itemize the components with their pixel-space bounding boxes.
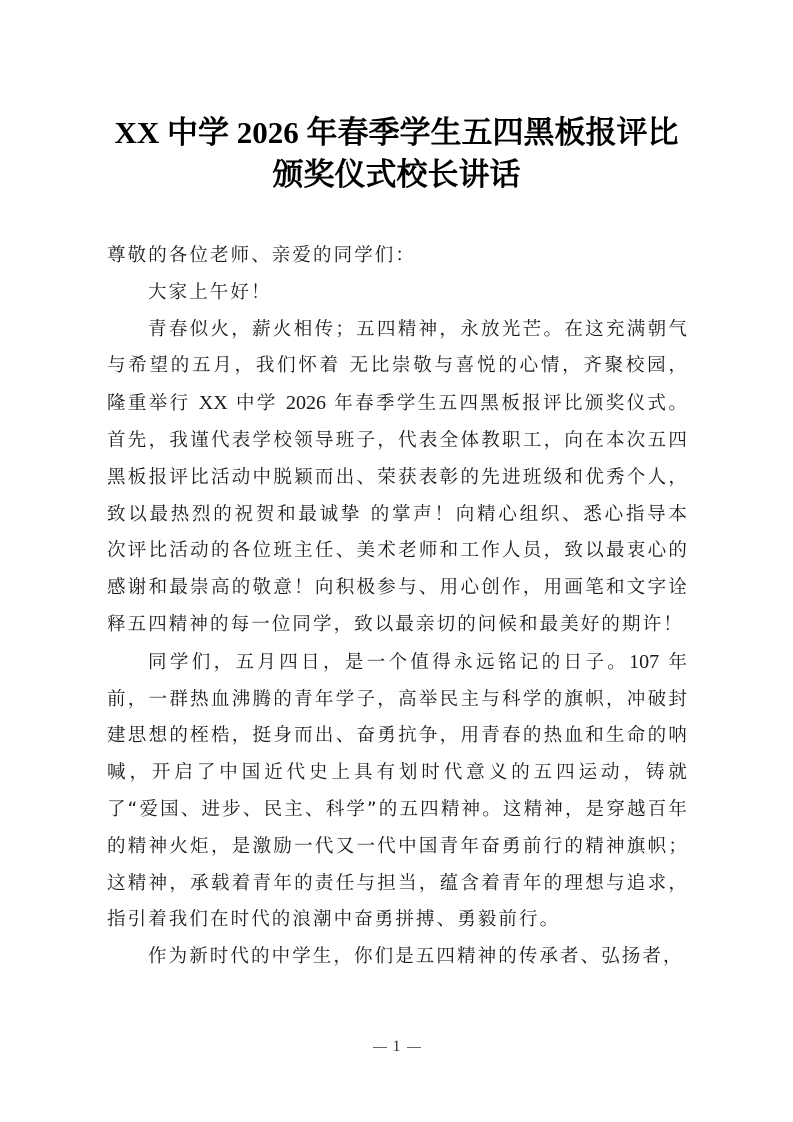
paragraph-students: 作为新时代的中学生，你们是五四精神的传承者、弘扬者， xyxy=(148,946,684,968)
paragraph-text: 同学们，五月四日，是一个值得永远铭记的日子。 xyxy=(148,651,630,673)
year-inline: 2026 xyxy=(285,392,326,415)
title-year: 2026 xyxy=(236,115,299,150)
dash-left xyxy=(373,1047,387,1048)
dash-right xyxy=(407,1047,421,1048)
title-line-2: 颁奖仪式校长讲话 xyxy=(272,157,521,192)
title-school-suffix: 中学 xyxy=(159,115,237,150)
paragraph-text: 青春似火，薪火相传；五四精神，永放光芒。在这充满朝气与希望的五月，我们怀着 无比崇敬与喜悦的心情，齐聚校园，隆重举行 xyxy=(107,318,689,415)
paragraph-text: 年前，一群热血沸腾的青年学子，高举民主与科学的旗帜，冲破封建思想的桎梏，挺身而出、奋勇抗争，用青春的热血和生命的呐喊，开启了中国近代史上具有划时代意义的五四运动，铸就了“爱国、进步、民主、科学”的五四精神。这精神，是穿越百年的精神火炬，是激励一代又一代中国青年奋勇前行的精神旗帜；这精神，承载着青年的责任与担当，蕴含着青年的理想与追求，指引着我们在时代的浪潮中奋勇拼搏、勇毅前行。 xyxy=(107,651,689,931)
title-line-1 xyxy=(114,115,678,150)
paragraph-opening xyxy=(107,312,689,644)
speech-body xyxy=(107,238,689,976)
paragraph-text: 年春季学生五四黑板报评比颁奖仪式。首先，我谨代表学校领导班子，代表全体教职工，向在本次五四黑板报评比活动中脱颖而出、荣获表彰的先进班级和优秀个人，致以最热烈的祝贺和最诚挚 的掌声！向精心组织、悉心指导本次评比活动的各位班主任、美术老师和工作人员，致以最衷心的感谢和最崇高的敬意！向积极参与、用心创作，用画笔和文字诠释五四精神的每一位同学，致以最亲切的问候和最美好的期许！ xyxy=(107,393,689,635)
school-name-inline: XX xyxy=(198,392,228,415)
title-event: 年春季学生五四黑板报评比 xyxy=(298,115,679,150)
page-number xyxy=(0,1038,793,1056)
years-ago-number: 107 xyxy=(629,650,660,673)
page-number-value: 1 xyxy=(392,1038,401,1055)
document-title xyxy=(60,112,733,196)
salutation: 尊敬的各位老师、亲爱的同学们： xyxy=(107,245,417,266)
greeting: 大家上午好！ xyxy=(148,281,272,303)
paragraph-text: 中学 xyxy=(227,393,286,415)
title-school-name: XX xyxy=(114,115,160,150)
paragraph-history xyxy=(107,644,689,939)
